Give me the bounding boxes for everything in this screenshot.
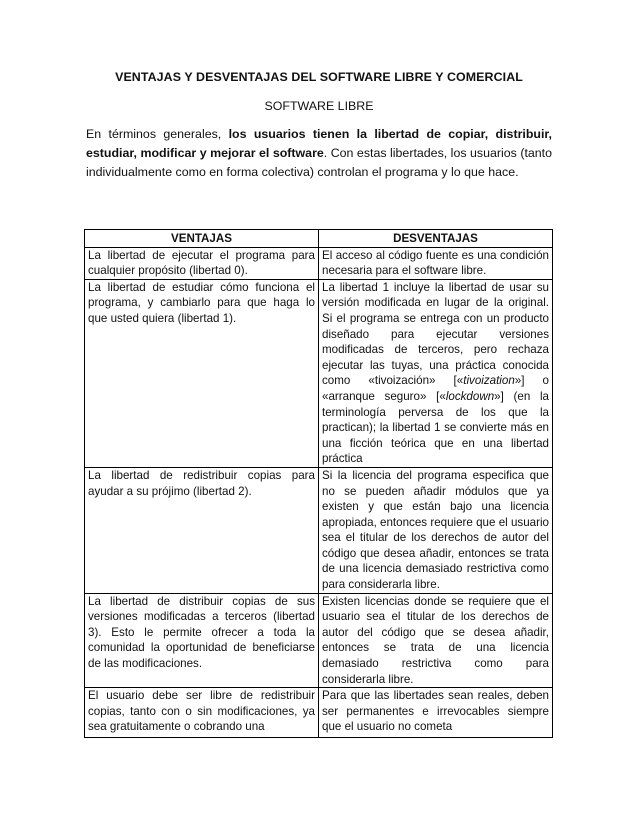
desventaja-cell: Si la licencia del programa especifica que no se pueden añadir módulos que ya existen y que están bajo una licencia apropiada, entonces requiere que el usuario sea el titular de los derechos de autor del código que desea añadir, entonces se trata de una licencia demasiado restrictiva como para considerarla libre. xyxy=(319,467,553,593)
table-header-row xyxy=(85,230,553,248)
desventaja-italic: tivoization xyxy=(463,374,515,388)
comparison-table xyxy=(84,229,553,738)
header-desventajas: DESVENTAJAS xyxy=(319,230,553,248)
table-row xyxy=(85,467,553,593)
table-row xyxy=(85,279,553,467)
desventaja-cell xyxy=(319,279,553,467)
intro-text-start: En términos generales, xyxy=(86,127,229,141)
desventaja-text: »] (en la terminología perversa de los que la practican); la libertad 1 se convierte más en una ficción teórica que en una libertad práctica xyxy=(322,389,549,466)
ventaja-cell: El usuario debe ser libre de redistribuir copias, tanto con o sin modificaciones, ya sea gratuitamente o cobrando una xyxy=(85,688,319,738)
section-heading: SOFTWARE LIBRE xyxy=(264,99,374,113)
desventaja-cell: Existen licencias donde se requiere que el usuario sea el titular de los derechos de autor del código que se desea añadir, entonces se trata de una licencia demasiado restrictiva como para considerarla libre. xyxy=(319,593,553,688)
header-ventajas: VENTAJAS xyxy=(85,230,319,248)
ventaja-cell: La libertad de distribuir copias de sus versiones modificadas a terceros (libertad 3). Esto le permite ofrecer a toda la comunidad la oportunidad de beneficiarse de las modificaciones. xyxy=(85,593,319,688)
ventaja-cell: La libertad de ejecutar el programa para cualquier propósito (libertad 0). xyxy=(85,247,319,279)
desventaja-cell: El acceso al código fuente es una condición necesaria para el software libre. xyxy=(319,247,553,279)
desventaja-text: »] o «arranque seguro» [« xyxy=(322,374,549,403)
table-row xyxy=(85,688,553,738)
table-row xyxy=(85,247,553,279)
desventaja-italic: lockdown xyxy=(445,389,495,403)
ventaja-cell: La libertad de redistribuir copias para ayudar a su prójimo (libertad 2). xyxy=(85,467,319,593)
intro-text-end: . Con estas libertades, los usuarios (tanto individualmente como en forma colectiva) controlan el programa y lo que hace. xyxy=(86,146,553,180)
page-title: VENTAJAS Y DESVENTAJAS DEL SOFTWARE LIBRE Y COMERCIAL xyxy=(115,70,523,84)
ventaja-cell: La libertad de estudiar cómo funciona el programa, y cambiarlo para que haga lo que usted quiera (libertad 1). xyxy=(85,279,319,467)
desventaja-text: La libertad 1 incluye la libertad de usar su versión modificada en lugar de la original. Si el programa se entrega con un producto diseñado para ejecutar versiones modificadas de terceros, pero rechaza ejecutar las tuyas, una práctica conocida como «tivoización» [« xyxy=(322,280,549,388)
table-row xyxy=(85,593,553,688)
intro-paragraph xyxy=(86,125,552,183)
desventaja-cell: Para que las libertades sean reales, deben ser permanentes e irrevocables siempre que el usuario no cometa xyxy=(319,688,553,738)
intro-bold-text: los usuarios tienen la libertad de copiar, distribuir, estudiar, modificar y mejorar el software xyxy=(86,127,552,161)
